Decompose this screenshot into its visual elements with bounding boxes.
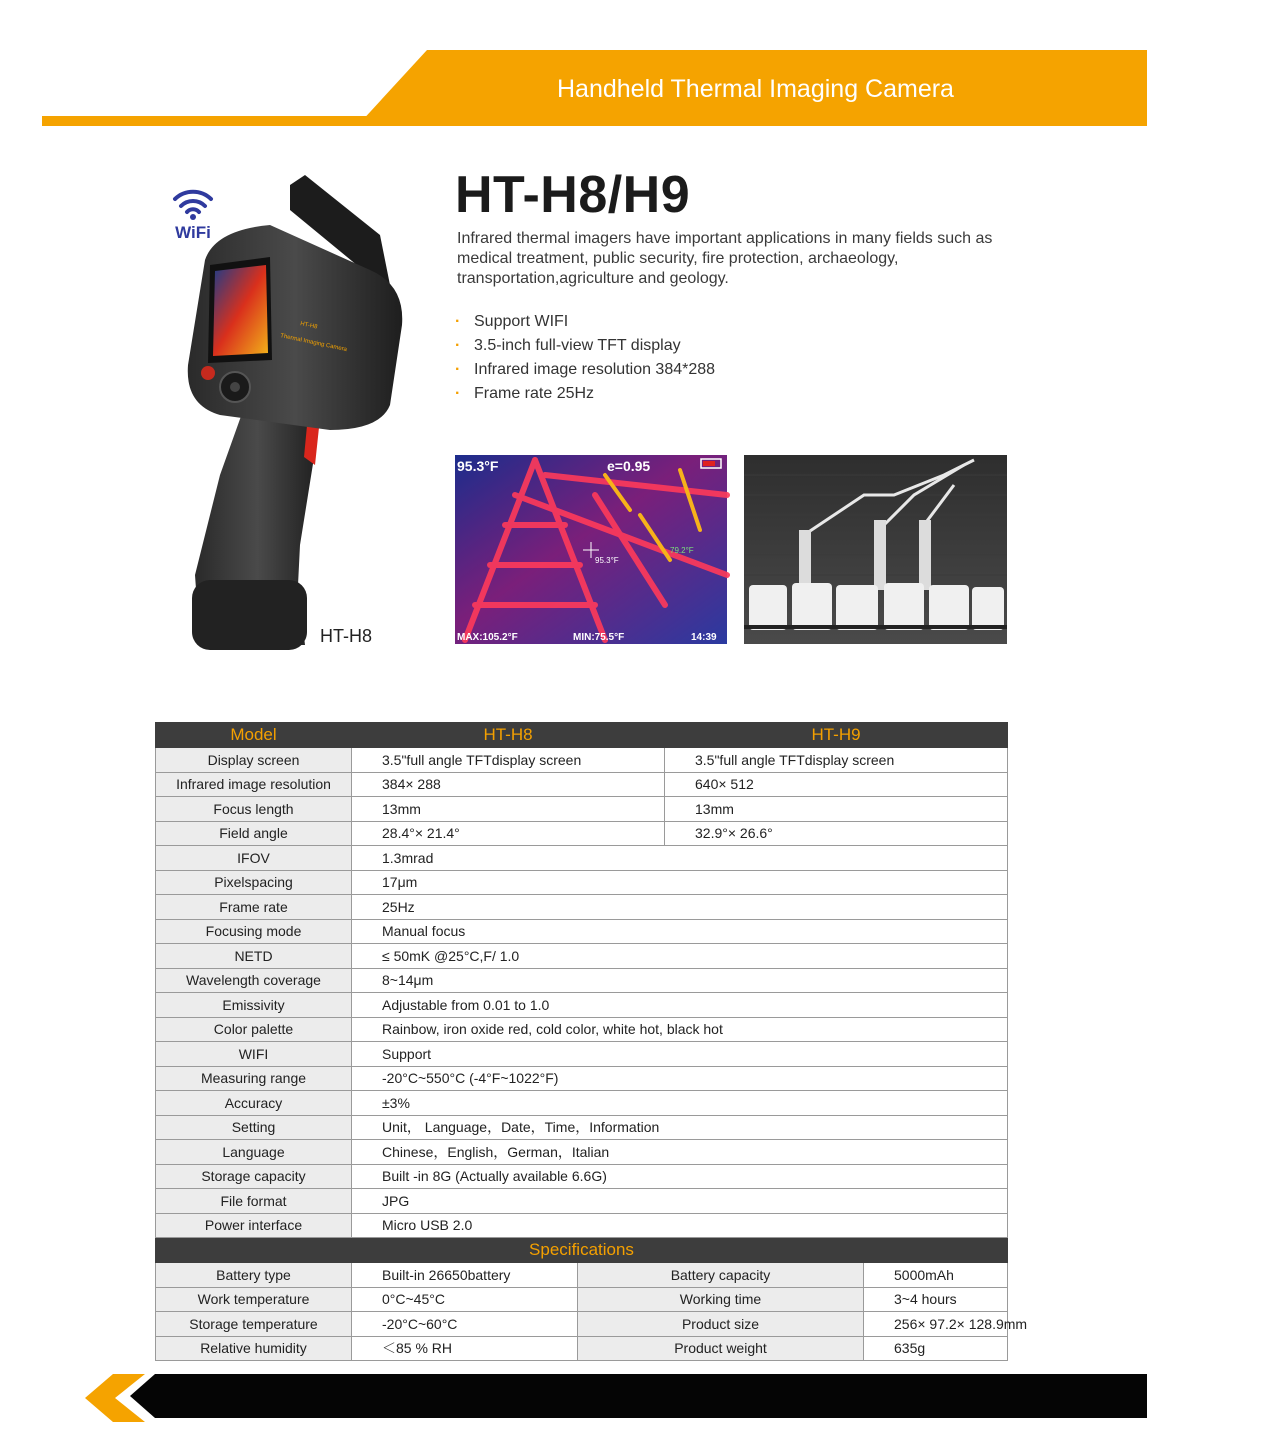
header-h8: HT-H8 xyxy=(352,723,665,748)
row-value: 25Hz xyxy=(352,895,1008,920)
feature-item: · Infrared image resolution 384*288 xyxy=(455,360,715,384)
row-label: Infrared image resolution xyxy=(156,772,352,797)
row-label: Accuracy xyxy=(156,1091,352,1116)
row-label: Power interface xyxy=(156,1213,352,1238)
feature-item: · Frame rate 25Hz xyxy=(455,384,715,408)
row-label: File format xyxy=(156,1189,352,1214)
row-value: 8~14μm xyxy=(352,968,1008,993)
row-label: Storage capacity xyxy=(156,1164,352,1189)
row-label: WIFI xyxy=(156,1042,352,1067)
row-value: ＜85 % RH xyxy=(352,1336,578,1361)
row-value: 256× 97.2× 128.9mm xyxy=(864,1312,1008,1337)
h9-value: 3.5"full angle TFTdisplay screen xyxy=(665,748,1008,773)
table-row xyxy=(156,1042,1008,1067)
row-value: Micro USB 2.0 xyxy=(352,1213,1008,1238)
row-label: NETD xyxy=(156,944,352,969)
table-row xyxy=(156,797,1008,822)
h8-value: 3.5"full angle TFTdisplay screen xyxy=(352,748,665,773)
row-label: Battery capacity xyxy=(578,1263,864,1288)
row-value: -20°C~550°C (-4°F~1022°F) xyxy=(352,1066,1008,1091)
table-row xyxy=(156,1066,1008,1091)
row-label: IFOV xyxy=(156,846,352,871)
product-description: Infrared thermal imagers have important applications in many fields such as medical treatment, public security, fire protection, archaeology, transportation,agriculture and geology. xyxy=(457,230,993,287)
table-row xyxy=(156,1091,1008,1116)
table-row xyxy=(156,919,1008,944)
row-value: Built -in 8G (Actually available 6.6G) xyxy=(352,1164,1008,1189)
table-row xyxy=(156,1115,1008,1140)
row-label: Setting xyxy=(156,1115,352,1140)
row-value: 635g xyxy=(864,1336,1008,1361)
table-row xyxy=(156,1140,1008,1165)
table-row xyxy=(156,968,1008,993)
row-label: Battery type xyxy=(156,1263,352,1288)
product-title: HT-H8/H9 xyxy=(455,166,691,224)
row-value: Chinese，English，German，Italian xyxy=(352,1140,1008,1165)
spec-table xyxy=(155,722,1028,1361)
camera-caption: HT-H8 xyxy=(320,626,373,646)
row-label: Language xyxy=(156,1140,352,1165)
row-label: Storage temperature xyxy=(156,1312,352,1337)
row-value: Adjustable from 0.01 to 1.0 xyxy=(352,993,1008,1018)
camera-name-print: Thermal Imaging Camera xyxy=(279,333,348,354)
row-label: Display screen xyxy=(156,748,352,773)
header-h9: HT-H9 xyxy=(665,723,1008,748)
row-value: Unit， Language，Date，Time，Information xyxy=(352,1115,1008,1140)
row-label: Working time xyxy=(578,1287,864,1312)
row-label: Color palette xyxy=(156,1017,352,1042)
header-model: Model xyxy=(156,723,352,748)
feature-item: · 3.5-inch full-view TFT display xyxy=(455,336,715,360)
temp-reading: 95.3°F xyxy=(457,458,499,474)
row-label: Field angle xyxy=(156,821,352,846)
row-value: 1.3mrad xyxy=(352,846,1008,871)
camera-illustration xyxy=(180,175,410,660)
footer-bar xyxy=(85,1374,1147,1422)
row-label: Product weight xyxy=(578,1336,864,1361)
banner-title: Handheld Thermal Imaging Camera xyxy=(557,75,954,103)
spot-temp-right: 79.2°F xyxy=(670,546,694,555)
feature-list xyxy=(455,312,715,408)
table-row xyxy=(156,821,1008,846)
spot-temp-left: 95.3°F xyxy=(595,556,619,565)
table-row xyxy=(156,846,1008,871)
row-value: ±3% xyxy=(352,1091,1008,1116)
row-label: Measuring range xyxy=(156,1066,352,1091)
table-row xyxy=(156,895,1008,920)
table-row xyxy=(156,1287,1008,1312)
table-header-row xyxy=(156,723,1008,748)
row-value: ≤ 50mK @25°C,F/ 1.0 xyxy=(352,944,1008,969)
row-value: Support xyxy=(352,1042,1008,1067)
h8-value: 13mm xyxy=(352,797,665,822)
min-readout: MIN:75.5°F xyxy=(573,632,625,643)
h8-value: 384× 288 xyxy=(352,772,665,797)
emissivity-readout: e=0.95 xyxy=(607,458,651,474)
row-value: JPG xyxy=(352,1189,1008,1214)
time-readout: 14:39 xyxy=(691,632,717,643)
row-label: Frame rate xyxy=(156,895,352,920)
row-label: Product size xyxy=(578,1312,864,1337)
table-row xyxy=(156,1164,1008,1189)
feature-item: · Support WIFI xyxy=(455,312,715,336)
row-value: -20°C~60°C xyxy=(352,1312,578,1337)
row-label: Wavelength coverage xyxy=(156,968,352,993)
substation-image xyxy=(744,455,1007,644)
row-value: 0°C~45°C xyxy=(352,1287,578,1312)
row-label: Focusing mode xyxy=(156,919,352,944)
camera-model-print: HT-H8 xyxy=(299,321,318,331)
table-row xyxy=(156,1263,1008,1288)
h9-value: 640× 512 xyxy=(665,772,1008,797)
table-row xyxy=(156,1213,1008,1238)
table-row xyxy=(156,944,1008,969)
table-row xyxy=(156,748,1008,773)
h9-value: 32.9°× 26.6° xyxy=(665,821,1008,846)
row-value: 5000mAh xyxy=(864,1263,1008,1288)
table-row xyxy=(156,993,1008,1018)
row-value: Built-in 26650battery xyxy=(352,1263,578,1288)
table-row xyxy=(156,772,1008,797)
max-readout: MAX:105.2°F xyxy=(457,632,518,643)
table-row xyxy=(156,1312,1008,1337)
row-value: Rainbow, iron oxide red, cold color, white hot, black hot xyxy=(352,1017,1008,1042)
specifications-header-row xyxy=(156,1238,1008,1263)
wifi-label: WiFi xyxy=(175,223,211,242)
row-value: 3~4 hours xyxy=(864,1287,1008,1312)
h8-value: 28.4°× 21.4° xyxy=(352,821,665,846)
specifications-heading: Specifications xyxy=(156,1238,1008,1263)
row-value: 17μm xyxy=(352,870,1008,895)
row-label: Pixelspacing xyxy=(156,870,352,895)
table-row xyxy=(156,1017,1008,1042)
row-label: Emissivity xyxy=(156,993,352,1018)
thermal-image xyxy=(455,455,727,644)
row-label: Relative humidity xyxy=(156,1336,352,1361)
table-row xyxy=(156,870,1008,895)
h9-value: 13mm xyxy=(665,797,1008,822)
table-row xyxy=(156,1189,1008,1214)
row-label: Focus length xyxy=(156,797,352,822)
row-value: Manual focus xyxy=(352,919,1008,944)
table-row xyxy=(156,1336,1008,1361)
row-label: Work temperature xyxy=(156,1287,352,1312)
